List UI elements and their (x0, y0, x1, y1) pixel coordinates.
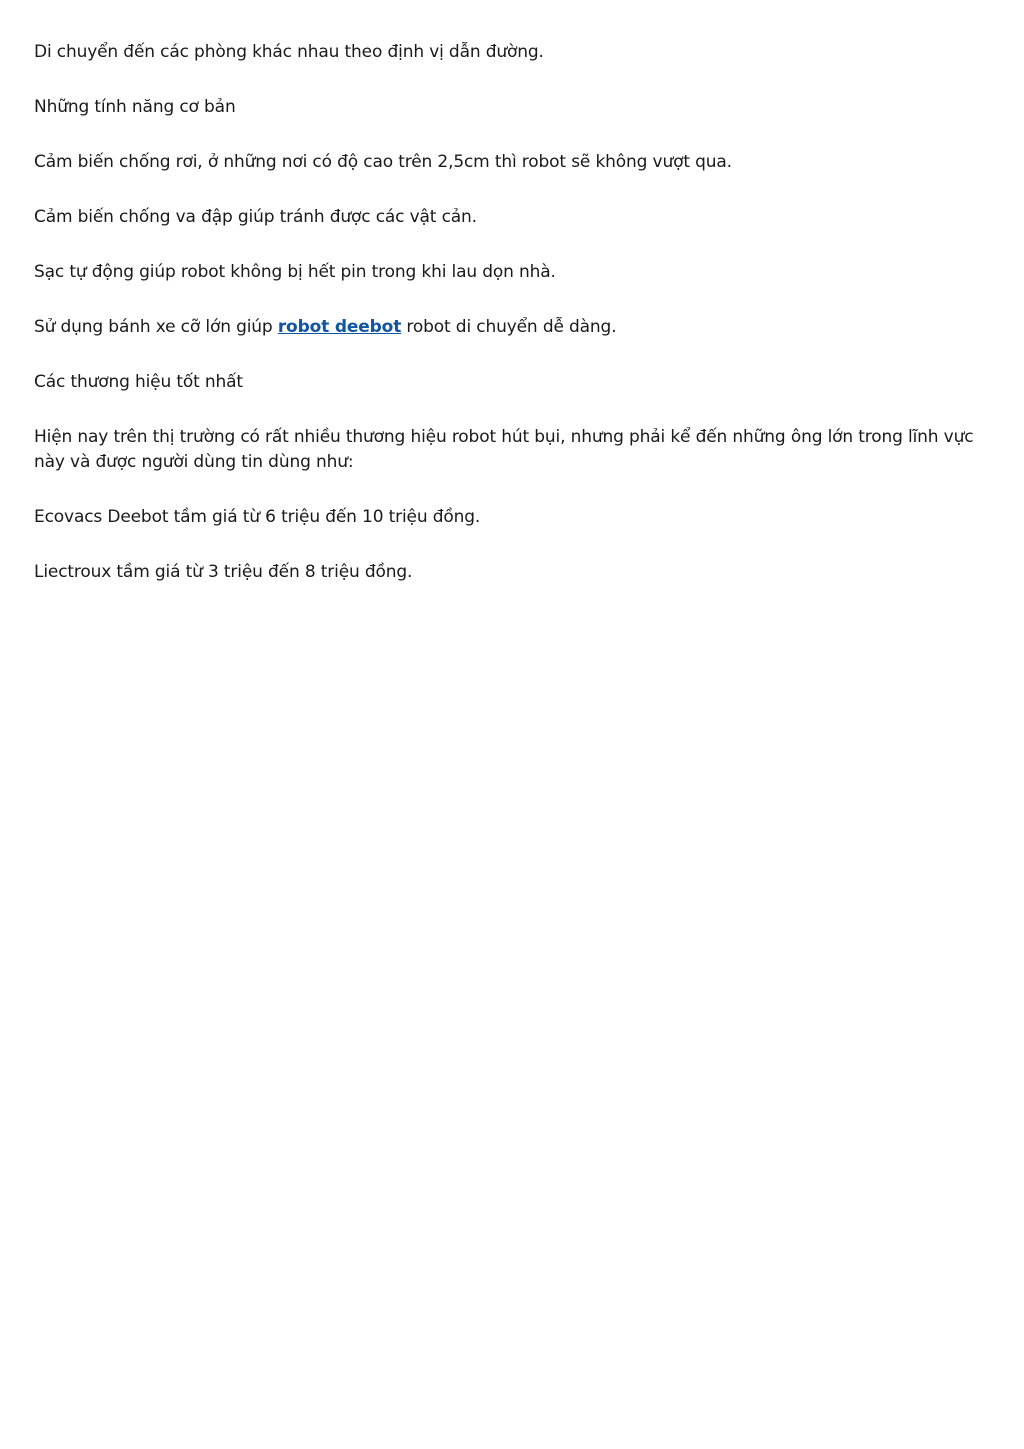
paragraph-bump-sensor: Cảm biến chống va đập giúp tránh được các vật cản. (34, 207, 477, 227)
paragraph-wheels-before: Sử dụng bánh xe cỡ lớn giúp (34, 317, 278, 337)
paragraph-navigation: Di chuyển đến các phòng khác nhau theo định vị dẫn đường. (34, 42, 544, 62)
paragraph-wheels-after: robot di chuyển dễ dàng. (401, 317, 617, 337)
paragraph-fall-sensor: Cảm biến chống rơi, ở những nơi có độ cao trên 2,5cm thì robot sẽ không vượt qua. (34, 152, 732, 172)
paragraph-auto-charge: Sạc tự động giúp robot không bị hết pin trong khi lau dọn nhà. (34, 262, 556, 282)
robot-deebot-link[interactable]: robot deebot (277, 317, 402, 337)
paragraph-brands-intro: Hiện nay trên thị trường có rất nhiều thương hiệu robot hút bụi, nhưng phải kể đến những ông lớn trong lĩnh vực này và được người dùng tin dùng như: (34, 427, 974, 472)
paragraph-ecovacs-price: Ecovacs Deebot tầm giá từ 6 triệu đến 10 triệu đồng. (34, 507, 481, 527)
document-page (34, 40, 994, 615)
paragraph-wheels (34, 315, 994, 340)
heading-basic-features: Những tính năng cơ bản (34, 97, 236, 117)
heading-best-brands: Các thương hiệu tốt nhất (34, 372, 243, 392)
paragraph-liectroux-price: Liectroux tầm giá từ 3 triệu đến 8 triệu đồng. (34, 562, 413, 582)
